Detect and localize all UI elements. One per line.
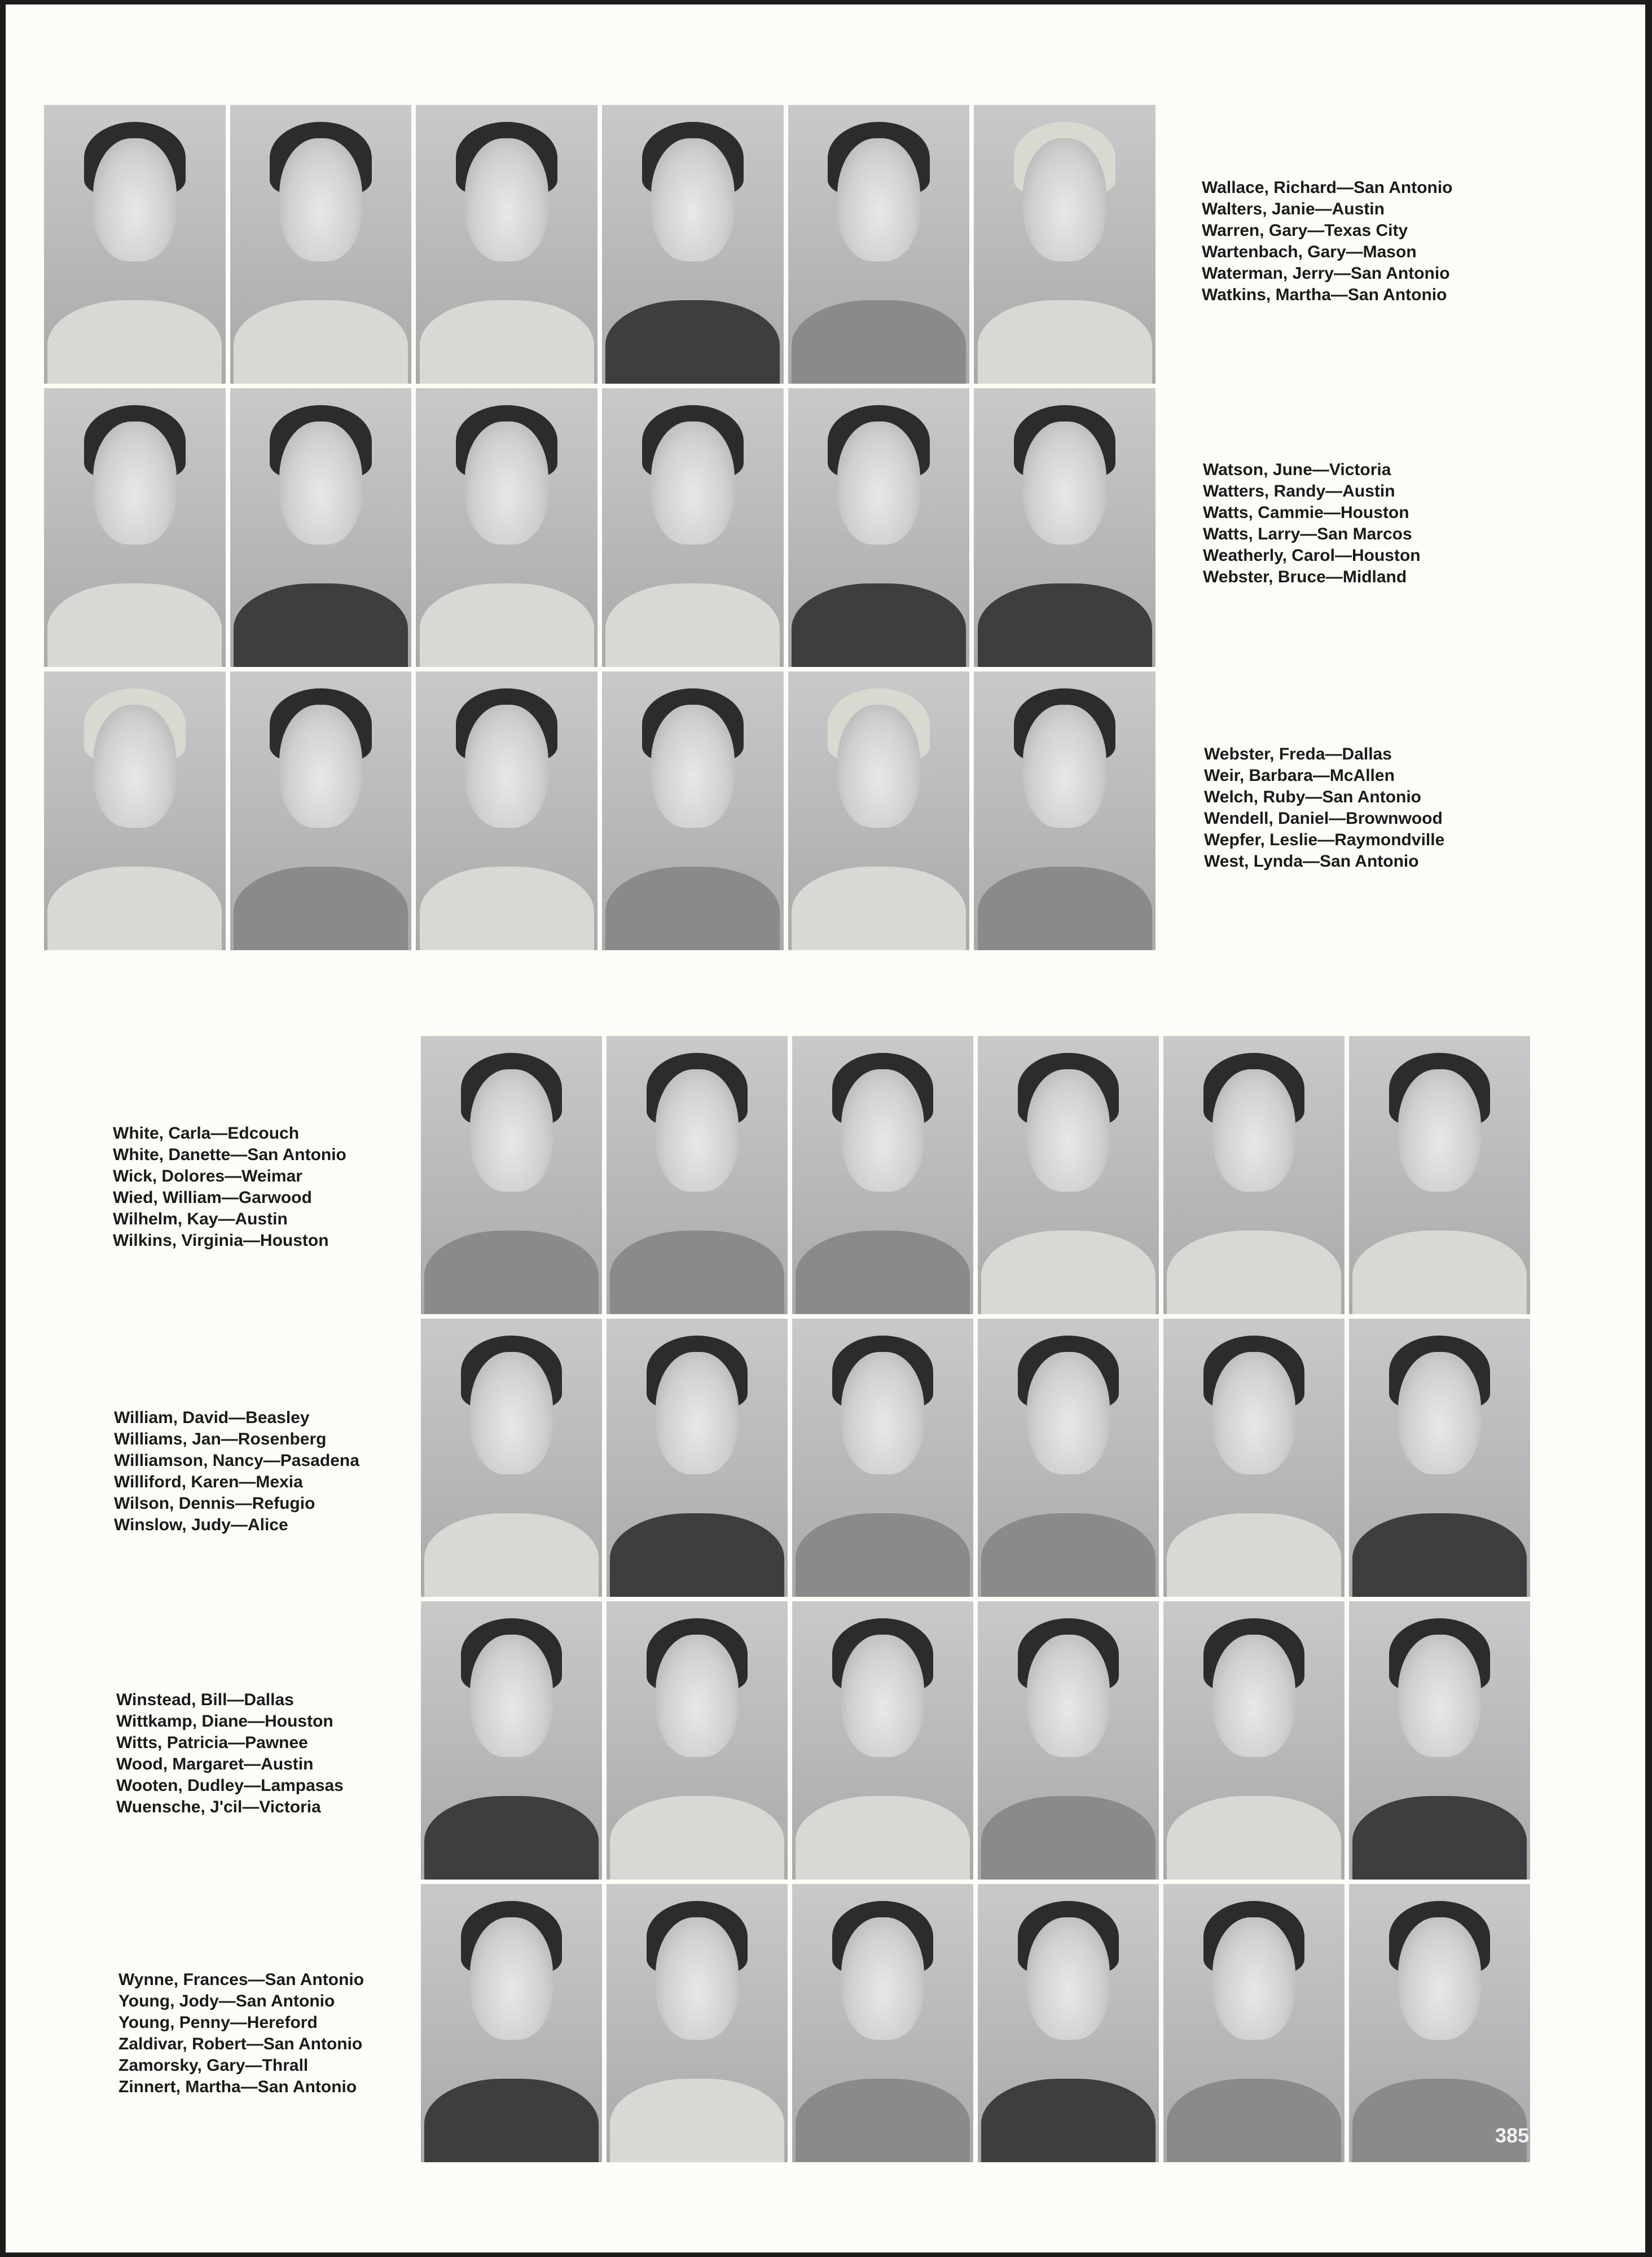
portrait-photo (416, 671, 597, 950)
portrait-photo (1349, 1036, 1530, 1314)
student-name: Weatherly, Carol—Houston (1203, 546, 1421, 565)
student-name: Witts, Patricia—Pawnee (116, 1733, 308, 1752)
portrait-photo (607, 1601, 788, 1880)
student-name: Wilson, Dennis—Refugio (114, 1494, 315, 1513)
portrait-photo (607, 1036, 788, 1314)
portrait-photo (974, 671, 1155, 950)
portrait-photo (602, 388, 784, 667)
student-name: Wilkins, Virginia—Houston (113, 1231, 329, 1250)
portrait-photo (1349, 1319, 1530, 1597)
caption-group (118, 1969, 364, 2098)
portrait-photo (788, 105, 970, 384)
portrait-photo (978, 1319, 1159, 1597)
student-name: Wepfer, Leslie—Raymondville (1204, 831, 1445, 849)
student-name: White, Carla—Edcouch (113, 1124, 300, 1143)
portrait-photo (978, 1884, 1159, 2162)
student-name: Watkins, Martha—San Antonio (1202, 286, 1447, 304)
student-name: Wittkamp, Diane—Houston (116, 1712, 333, 1731)
portrait-photo (792, 1884, 973, 2162)
portrait-photo (1163, 1884, 1345, 2162)
portrait-photo (230, 671, 412, 950)
student-name: Winstead, Bill—Dallas (116, 1690, 294, 1709)
portrait-grid-bottom (421, 1036, 1530, 2162)
portrait-photo (978, 1601, 1159, 1880)
page-number: 385 (1495, 2124, 1530, 2147)
student-name: Webster, Bruce—Midland (1203, 568, 1407, 586)
student-name: Williams, Jan—Rosenberg (114, 1430, 327, 1448)
portrait-photo (607, 1319, 788, 1597)
student-name: William, David—Beasley (114, 1408, 310, 1427)
portrait-photo (602, 671, 784, 950)
portrait-photo (44, 105, 226, 384)
portrait-photo (44, 388, 226, 667)
student-name: Watters, Randy—Austin (1203, 482, 1395, 500)
portrait-photo (974, 388, 1155, 667)
portrait-photo (1349, 1884, 1530, 2162)
student-name: Wied, William—Garwood (113, 1188, 312, 1207)
student-name: Wooten, Dudley—Lampasas (116, 1776, 344, 1795)
portrait-photo (974, 105, 1155, 384)
portrait-photo (421, 1884, 602, 2162)
portrait-photo (1163, 1036, 1345, 1314)
portrait-photo (1349, 1601, 1530, 1880)
student-name: Williford, Karen—Mexia (114, 1473, 303, 1491)
student-name: Watts, Larry—San Marcos (1203, 525, 1412, 543)
caption-group (114, 1407, 359, 1536)
student-name: Wood, Margaret—Austin (116, 1755, 314, 1773)
student-name: Winslow, Judy—Alice (114, 1516, 288, 1534)
yearbook-page (6, 5, 1645, 2252)
portrait-photo (792, 1601, 973, 1880)
student-name: Zaldivar, Robert—San Antonio (118, 2035, 363, 2053)
portrait-photo (1163, 1601, 1345, 1880)
student-name: Wilhelm, Kay—Austin (113, 1210, 288, 1228)
caption-group (113, 1123, 346, 1252)
student-name: Wartenbach, Gary—Mason (1202, 243, 1417, 261)
caption-group (1202, 177, 1453, 306)
portrait-photo (978, 1036, 1159, 1314)
student-name: Wuensche, J'cil—Victoria (116, 1798, 321, 1816)
student-name: Zinnert, Martha—San Antonio (118, 2078, 357, 2096)
student-name: Welch, Ruby—San Antonio (1204, 788, 1422, 806)
student-name: White, Danette—San Antonio (113, 1145, 346, 1164)
student-name: Webster, Freda—Dallas (1204, 745, 1392, 763)
student-name: Warren, Gary—Texas City (1202, 221, 1408, 240)
portrait-photo (788, 388, 970, 667)
student-name: Wallace, Richard—San Antonio (1202, 178, 1453, 197)
student-name: Wendell, Daniel—Brownwood (1204, 809, 1443, 828)
student-name: Walters, Janie—Austin (1202, 200, 1385, 218)
portrait-photo (792, 1319, 973, 1597)
student-name: Weir, Barbara—McAllen (1204, 766, 1395, 785)
student-name: Young, Penny—Hereford (118, 2013, 318, 2032)
student-name: Williamson, Nancy—Pasadena (114, 1451, 359, 1470)
portrait-photo (788, 671, 970, 950)
caption-group (1203, 459, 1421, 588)
student-name: Watts, Cammie—Houston (1203, 503, 1409, 522)
portrait-photo (792, 1036, 973, 1314)
portrait-grid-top (44, 105, 1155, 950)
caption-group (116, 1689, 344, 1818)
student-name: Wynne, Frances—San Antonio (118, 1970, 364, 1989)
portrait-photo (416, 105, 597, 384)
student-name: Watson, June—Victoria (1203, 460, 1391, 479)
portrait-photo (1163, 1319, 1345, 1597)
portrait-photo (607, 1884, 788, 2162)
portrait-photo (421, 1036, 602, 1314)
portrait-photo (602, 105, 784, 384)
portrait-photo (230, 388, 412, 667)
portrait-photo (230, 105, 412, 384)
student-name: Zamorsky, Gary—Thrall (118, 2056, 309, 2075)
portrait-photo (421, 1319, 602, 1597)
caption-group (1204, 744, 1444, 872)
student-name: Wick, Dolores—Weimar (113, 1167, 302, 1185)
portrait-photo (44, 671, 226, 950)
student-name: Waterman, Jerry—San Antonio (1202, 264, 1450, 283)
portrait-photo (416, 388, 597, 667)
student-name: Young, Jody—San Antonio (118, 1992, 335, 2010)
student-name: West, Lynda—San Antonio (1204, 852, 1419, 871)
portrait-photo (421, 1601, 602, 1880)
